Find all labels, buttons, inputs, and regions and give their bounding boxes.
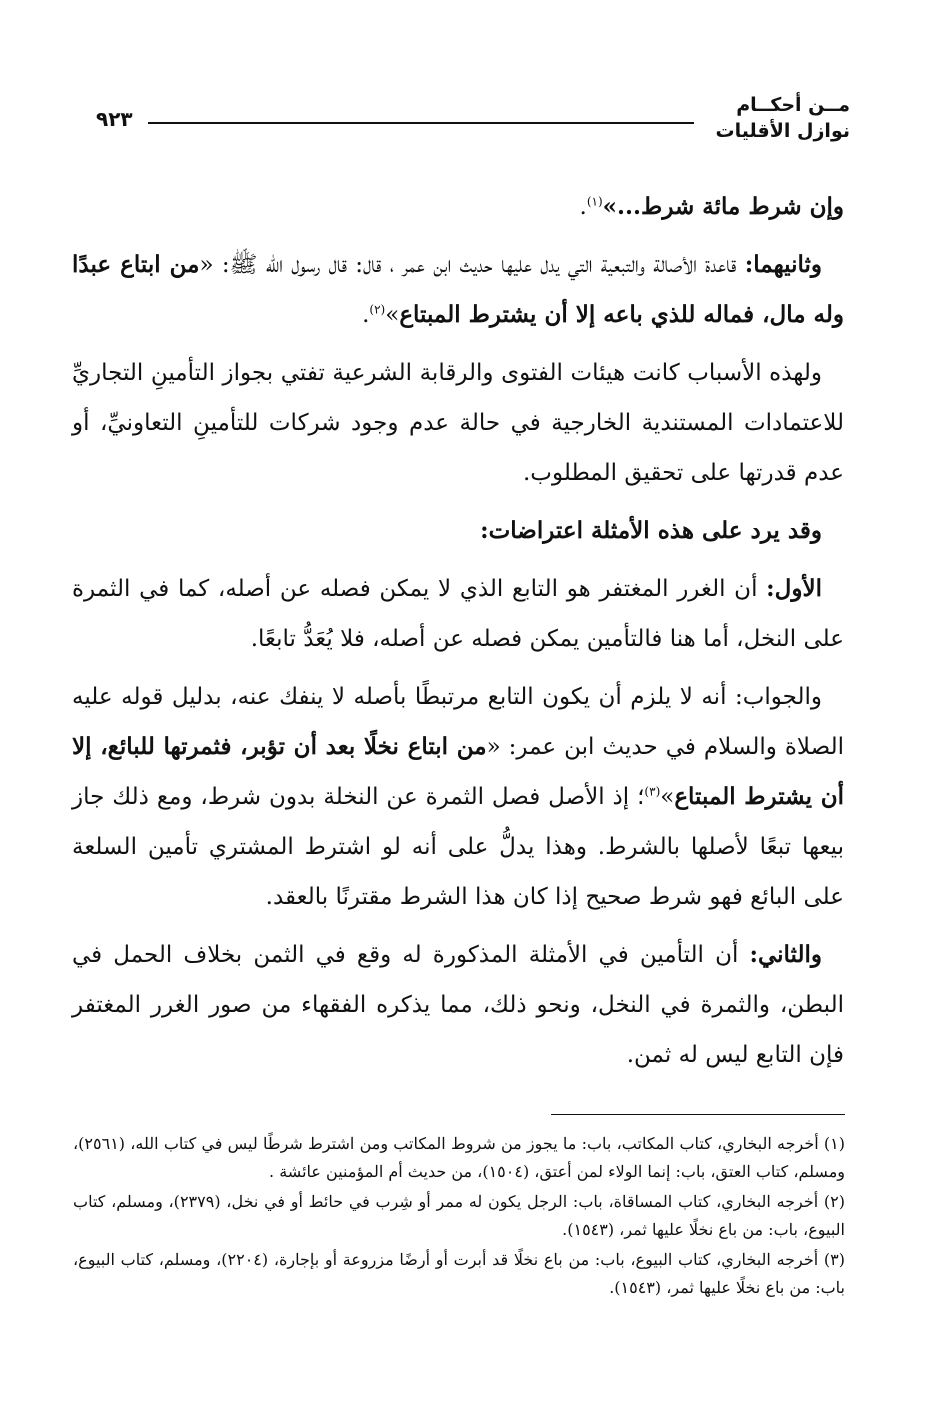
footnote-ref-2: (٢) — [369, 302, 386, 317]
paragraph-objections-heading: وقد يرد على هذه الأمثلة اعتراضات: — [480, 517, 822, 544]
paragraph-text: أن الغرر المغتفر هو التابع الذي لا يمكن فصله عن أصله، كما في الثمرة على النخل، أما هنا فالتأمين يمكن فصله عن أصله، فلا يُعَدُّ تابعًا. — [72, 576, 844, 652]
paragraph-answer — [72, 672, 844, 922]
footnote-1: (١) أخرجه البخاري، كتاب المكاتب، باب: ما يجوز من شروط المكاتب ومن اشترط شرطًا ليس في كتاب الله، (٢٥٦١)، ومسلم، كتاب العتق، باب: إنما الولاء لمن أعتق، (١٥٠٤)، من حديث أم المؤمنين عائشة . — [73, 1134, 845, 1181]
page-number: ٩٢٣ — [96, 107, 133, 131]
footnote-divider — [551, 1114, 845, 1115]
paragraph-lead: والثاني: — [749, 941, 822, 968]
quote-close: » — [385, 302, 400, 328]
footnote-ref-1: (١) — [586, 194, 603, 209]
hadith-text: من ابتاع نخلًا بعد أن تؤبر، فثمرتها للبائع، إلا أن يشترط المبتاع — [72, 733, 844, 810]
paragraph-text: أن التأمين في الأمثلة المذكورة له وقع في الثمن بخلاف الحمل في البطن، والثمرة في النخل، ونحو ذلك، مما يذكره الفقهاء من صور الغرر المغتفر فإن التابع ليس له ثمن. — [72, 942, 844, 1068]
book-title-line-2: نوازل الأقليات — [715, 120, 850, 142]
main-text — [72, 182, 844, 1088]
punctuation: . — [362, 302, 370, 328]
paragraph-lead: وثانيهما: — [744, 251, 822, 278]
paragraph-second-objection — [72, 930, 844, 1080]
book-title — [716, 92, 850, 144]
page-header — [96, 92, 850, 158]
punctuation: . — [579, 194, 587, 220]
paragraph-text-rest: ؛ إذ الأصل فصل الثمرة عن النخلة بدون شرط، ومع ذلك جاز بيعها تبعًا لأصلها بالشرط. وهذا يدلُّ على أنه لو اشترط المشتري تأمين السلعة على البائع فهو شرط صحيح إذا كان هذا الشرط مقترنًا بالعقد. — [72, 784, 844, 910]
footnotes — [73, 1130, 845, 1304]
paragraph-text: والجواب: أنه لا يلزم أن يكون التابع مرتبطًا بأصله لا ينفك عنه، بدليل قوله عليه الصلاة والسلام في حديث ابن عمر: « — [72, 684, 844, 760]
quote-close: » — [660, 784, 675, 810]
hadith-text: وإن شرط مائة شرط...» — [602, 193, 844, 220]
paragraph-first-objection — [72, 564, 844, 664]
paragraph-second-principle — [72, 240, 844, 340]
paragraph-reasons: ولهذه الأسباب كانت هيئات الفتوى والرقابة الشرعية تفتي بجواز التأمينِ التجاريِّ للاعتمادات المستندية الخارجية في حالة عدم وجود شركات للتأمينِ التعاونيِّ، أو عدم قدرتها على تحقيق المطلوب. — [72, 360, 844, 486]
footnote-ref-3: (٣) — [644, 784, 661, 799]
paragraph-lead: الأول: — [766, 575, 822, 602]
paragraph-text: قاعدة الأصالة والتبعية التي يدل عليها حديث ابن عمر ، قال: قال رسول الله ﷺ: « — [199, 252, 745, 278]
paragraph-hadith-end — [72, 182, 844, 232]
book-title-line-1: مــن أحكــام — [736, 94, 850, 116]
hadith-text: من ابتاع عبدًا وله مال، فماله للذي باعه إلا أن يشترط المبتاع — [72, 251, 844, 328]
footnote-2: (٢) أخرجه البخاري، كتاب المساقاة، باب: الرجل يكون له ممر أو شِرب في حائط أو في نخل، (٢٣٧٩)، ومسلم، كتاب البيوع، باب: من باع نخلًا عليها ثمر، (١٥٤٣). — [73, 1192, 846, 1239]
footnote-3: (٣) أخرجه البخاري، كتاب البيوع، باب: من باع نخلًا قد أبرت أو أرضًا مزروعة أو بإجارة، (٢٢٠٤)، ومسلم، كتاب البيوع، باب: من باع نخلًا عليها ثمر، (١٥٤٣). — [73, 1250, 845, 1297]
header-divider — [148, 122, 694, 124]
